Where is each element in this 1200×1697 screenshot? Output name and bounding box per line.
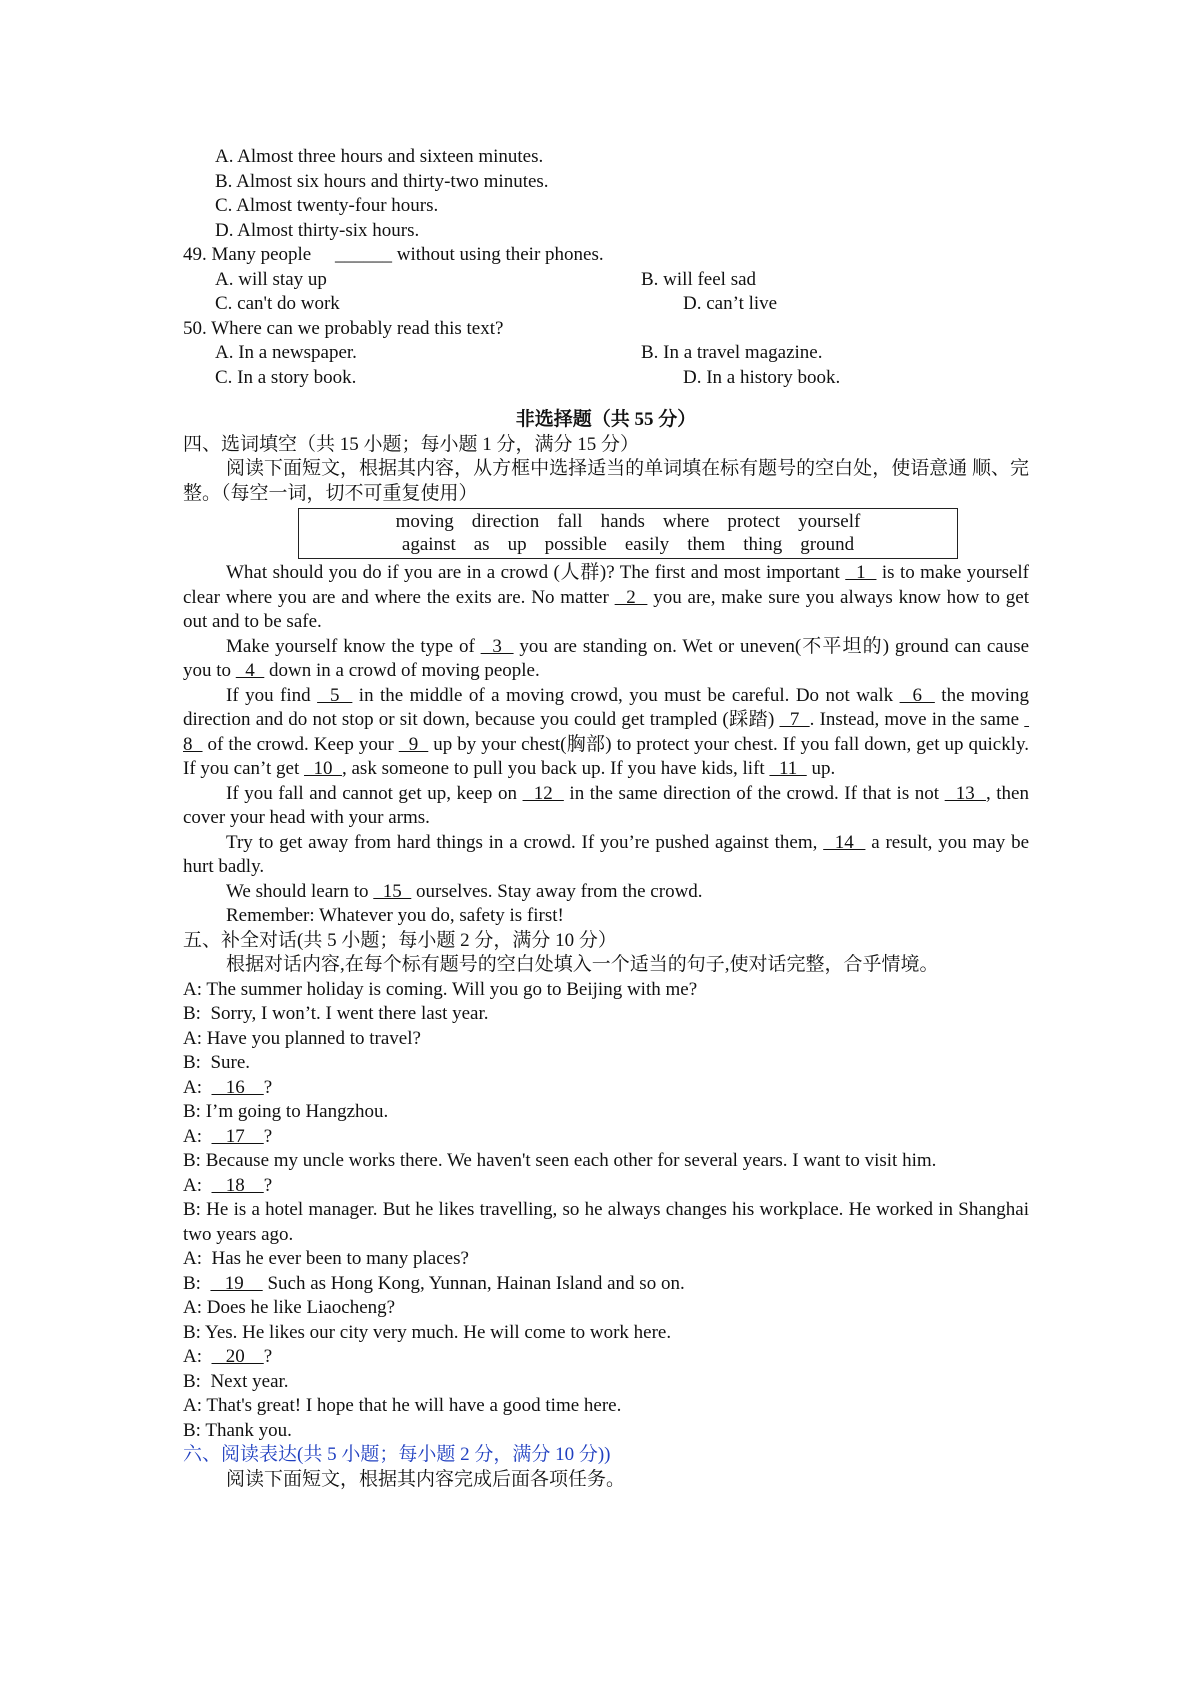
- text-segment: ?: [263, 1076, 273, 1098]
- text-segment: you are standing on. Wet or uneven(不平坦的) ground can cause you to: [183, 635, 1030, 681]
- answer-blank: 9: [398, 733, 429, 755]
- q49-options-row1: [183, 268, 1029, 293]
- text-segment: A: That's great! I hope that he will have a good time here.: [183, 1395, 622, 1416]
- part4-instruction: 阅读下面短文，根据其内容，从方框中选择适当的单词填在标有题号的空白处，使语意通 顺、完整。（每空一词，切不可重复使用）: [183, 458, 1029, 504]
- q49-option-d: D. can’t live: [683, 293, 778, 314]
- dialogue-line: [183, 1345, 1029, 1370]
- answer-blank: 2: [614, 586, 648, 608]
- word-box-word: yourself: [798, 511, 861, 532]
- dialogue-line: [183, 1272, 1029, 1297]
- dialogue-line: [183, 978, 1029, 1003]
- text-segment: If you fall and cannot get up, keep on: [226, 782, 523, 804]
- answer-blank: 5: [317, 684, 353, 706]
- text-segment: We should learn to: [226, 880, 374, 902]
- answer-blank: 18: [211, 1174, 264, 1196]
- word-box-word: against: [401, 534, 456, 555]
- word-box-word: possible: [544, 534, 607, 555]
- text-segment: up by your chest(胸部) to protect your chest. If you fall down, get up quickly. If you can’t get: [183, 733, 1029, 779]
- word-box-word: thing: [743, 534, 783, 555]
- passage-paragraph: [183, 904, 1029, 929]
- answer-blank: 4: [235, 660, 265, 681]
- text-segment: ourselves. Stay away from the crowd.: [411, 880, 703, 902]
- text-segment: B: Sorry, I won’t. I went there last year.: [183, 1003, 489, 1024]
- word-box-word: protect: [727, 511, 781, 532]
- part5-dialogue: [183, 978, 1029, 1444]
- text-segment: the moving direction and do not stop or sit down, because you could get trampled (踩踏): [183, 684, 1029, 730]
- text-segment: A: Have you planned to travel?: [183, 1027, 421, 1049]
- answer-blank: 7: [779, 709, 810, 730]
- word-box-word: easily: [624, 534, 670, 555]
- text-segment: B: Next year.: [183, 1370, 289, 1392]
- text-segment: B: Yes. He likes our city very much. He will come to work here.: [183, 1321, 672, 1343]
- text-segment: down in a crowd of moving people.: [264, 660, 540, 681]
- text-segment: A:: [183, 1346, 212, 1367]
- answer-blank: 12: [522, 782, 564, 804]
- q49-stem: 49. Many people ______ without using their phones.: [183, 244, 604, 265]
- q50-options-row1: [183, 341, 1029, 366]
- answer-blank: 17: [211, 1125, 264, 1147]
- q50-options-row2: [183, 366, 1029, 391]
- q49-option-b: B. will feel sad: [641, 268, 757, 290]
- dialogue-line: [183, 1076, 1029, 1101]
- passage-paragraph: [183, 684, 1029, 782]
- text-segment: is to make yourself clear where you are and where the exits are. No matter: [183, 562, 1030, 608]
- word-box-word: moving: [395, 511, 454, 532]
- text-segment: A: Has he ever been to many places?: [183, 1248, 469, 1269]
- passage-paragraph: [183, 831, 1029, 880]
- q49-options-row2: [183, 292, 1029, 317]
- part6-instruction: 阅读下面短文，根据其内容完成后面各项任务。: [226, 1468, 626, 1490]
- text-segment: A: Does he like Liaocheng?: [183, 1297, 396, 1318]
- text-segment: Remember: Whatever you do, safety is first!: [226, 905, 564, 926]
- answer-blank: 8: [183, 709, 1030, 755]
- text-segment: ?: [263, 1346, 273, 1367]
- word-box-word: ground: [800, 534, 855, 555]
- dialogue-line: [183, 1296, 1029, 1321]
- dialogue-line: [183, 1125, 1029, 1150]
- answer-blank: 11: [769, 758, 807, 779]
- text-segment: B:: [183, 1272, 211, 1294]
- dialogue-line: [183, 1027, 1029, 1052]
- passage-paragraph: [183, 635, 1029, 684]
- text-segment: A:: [183, 1076, 212, 1098]
- text-segment: in the middle of a moving crowd, you must be careful. Do not walk: [352, 684, 900, 706]
- answer-blank: 14: [823, 831, 866, 853]
- dialogue-line: [183, 1149, 1029, 1174]
- part4-passage: [183, 561, 1029, 929]
- answer-blank: 19: [210, 1272, 263, 1294]
- passage-paragraph: [183, 561, 1029, 635]
- word-box-word: where: [662, 511, 710, 532]
- dialogue-line: [183, 1370, 1029, 1395]
- answer-blank: 1: [845, 562, 877, 583]
- dialogue-line: [183, 1321, 1029, 1346]
- text-segment: Try to get away from hard things in a crowd. If you’re pushed against them,: [226, 831, 824, 853]
- text-segment: If you find: [226, 684, 318, 706]
- word-box-word: them: [687, 534, 726, 555]
- q50-option-a: A. In a newspaper.: [215, 342, 357, 363]
- q48-option-d: D. Almost thirty-six hours.: [215, 219, 420, 241]
- word-box-row: [299, 533, 957, 556]
- word-box-word: hands: [600, 511, 645, 532]
- dialogue-line: [183, 1100, 1029, 1125]
- answer-blank: 20: [211, 1346, 264, 1367]
- part4-heading: 四、选词填空（共 15 小题；每小题 1 分，满分 15 分）: [183, 433, 640, 455]
- answer-blank: 10: [304, 758, 342, 779]
- answer-blank: 6: [899, 684, 935, 706]
- part5-instruction: 根据对话内容,在每个标有题号的空白处填入一个适当的句子,使对话完整，合乎情境。: [226, 954, 939, 975]
- text-segment: A: The summer holiday is coming. Will you go to Beijing with me?: [183, 978, 698, 1000]
- text-segment: Such as Hong Kong, Yunnan, Hainan Island and so on.: [262, 1272, 685, 1294]
- word-box-word: direction: [471, 511, 540, 532]
- q50-option-b: B. In a travel magazine.: [641, 342, 823, 363]
- word-box-word: up: [507, 534, 527, 555]
- answer-blank: 13: [944, 782, 986, 804]
- text-segment: . Instead, move in the same: [809, 709, 1025, 730]
- part5-heading: 五、补全对话(共 5 小题；每小题 2 分，满分 10 分）: [183, 929, 617, 951]
- word-box: [298, 508, 958, 559]
- text-segment: of the crowd. Keep your: [202, 733, 399, 755]
- q50-option-c: C. In a story book.: [215, 366, 357, 388]
- text-segment: What should you do if you are in a crowd (人群)? The first and most important: [226, 562, 846, 583]
- text-segment: B: Thank you.: [183, 1419, 292, 1441]
- q50-stem: 50. Where can we probably read this text?: [183, 317, 504, 339]
- text-segment: B: Because my uncle works there. We haven't seen each other for several years. I want to visit him.: [183, 1150, 937, 1171]
- text-segment: a result, you may be hurt badly.: [183, 831, 1030, 877]
- section-title: 非选择题（共 55 分）: [515, 409, 697, 430]
- q48-option-a: A. Almost three hours and sixteen minutes.: [215, 146, 544, 167]
- word-box-row: [299, 510, 957, 533]
- passage-paragraph: [183, 880, 1029, 905]
- text-segment: A:: [183, 1125, 212, 1147]
- word-box-word: fall: [557, 511, 583, 532]
- text-segment: Make yourself know the type of: [226, 635, 481, 657]
- dialogue-line: [183, 1394, 1029, 1419]
- text-segment: , then cover your head with your arms.: [183, 782, 1029, 828]
- passage-paragraph: [183, 782, 1029, 831]
- part6-heading: 六、阅读表达(共 5 小题；每小题 2 分，满分 10 分)): [183, 1444, 611, 1465]
- dialogue-line: [183, 1051, 1029, 1076]
- dialogue-line: [183, 1198, 1029, 1247]
- text-segment: ?: [263, 1125, 273, 1147]
- dialogue-line: [183, 1174, 1029, 1199]
- q50-option-d: D. In a history book.: [683, 366, 841, 388]
- dialogue-line: [183, 1002, 1029, 1027]
- text-segment: A:: [183, 1174, 212, 1196]
- text-segment: B: Sure.: [183, 1052, 251, 1073]
- q49-option-c: C. can't do work: [215, 293, 340, 314]
- text-segment: B: I’m going to Hangzhou.: [183, 1101, 389, 1122]
- text-segment: you are, make sure you always know how to get out and to be safe.: [183, 586, 1030, 632]
- text-segment: , ask someone to pull you back up. If you have kids, lift: [342, 758, 770, 779]
- answer-blank: 16: [211, 1076, 264, 1098]
- answer-blank: 3: [480, 635, 514, 657]
- q49-option-a: A. will stay up: [215, 268, 327, 290]
- word-box-word: as: [473, 534, 490, 555]
- exam-page: [183, 145, 1029, 1492]
- q48-option-b: B. Almost six hours and thirty-two minutes.: [215, 170, 549, 192]
- text-segment: in the same direction of the crowd. If that is not: [563, 782, 945, 804]
- text-segment: B: He is a hotel manager. But he likes travelling, so he always changes his workplace. He worked in Shanghai two years ago.: [183, 1199, 1029, 1245]
- answer-blank: 15: [373, 880, 412, 902]
- text-segment: ?: [263, 1174, 273, 1196]
- q48-option-c: C. Almost twenty-four hours.: [215, 195, 439, 216]
- text-segment: up.: [806, 758, 836, 779]
- dialogue-line: [183, 1247, 1029, 1272]
- dialogue-line: [183, 1419, 1029, 1444]
